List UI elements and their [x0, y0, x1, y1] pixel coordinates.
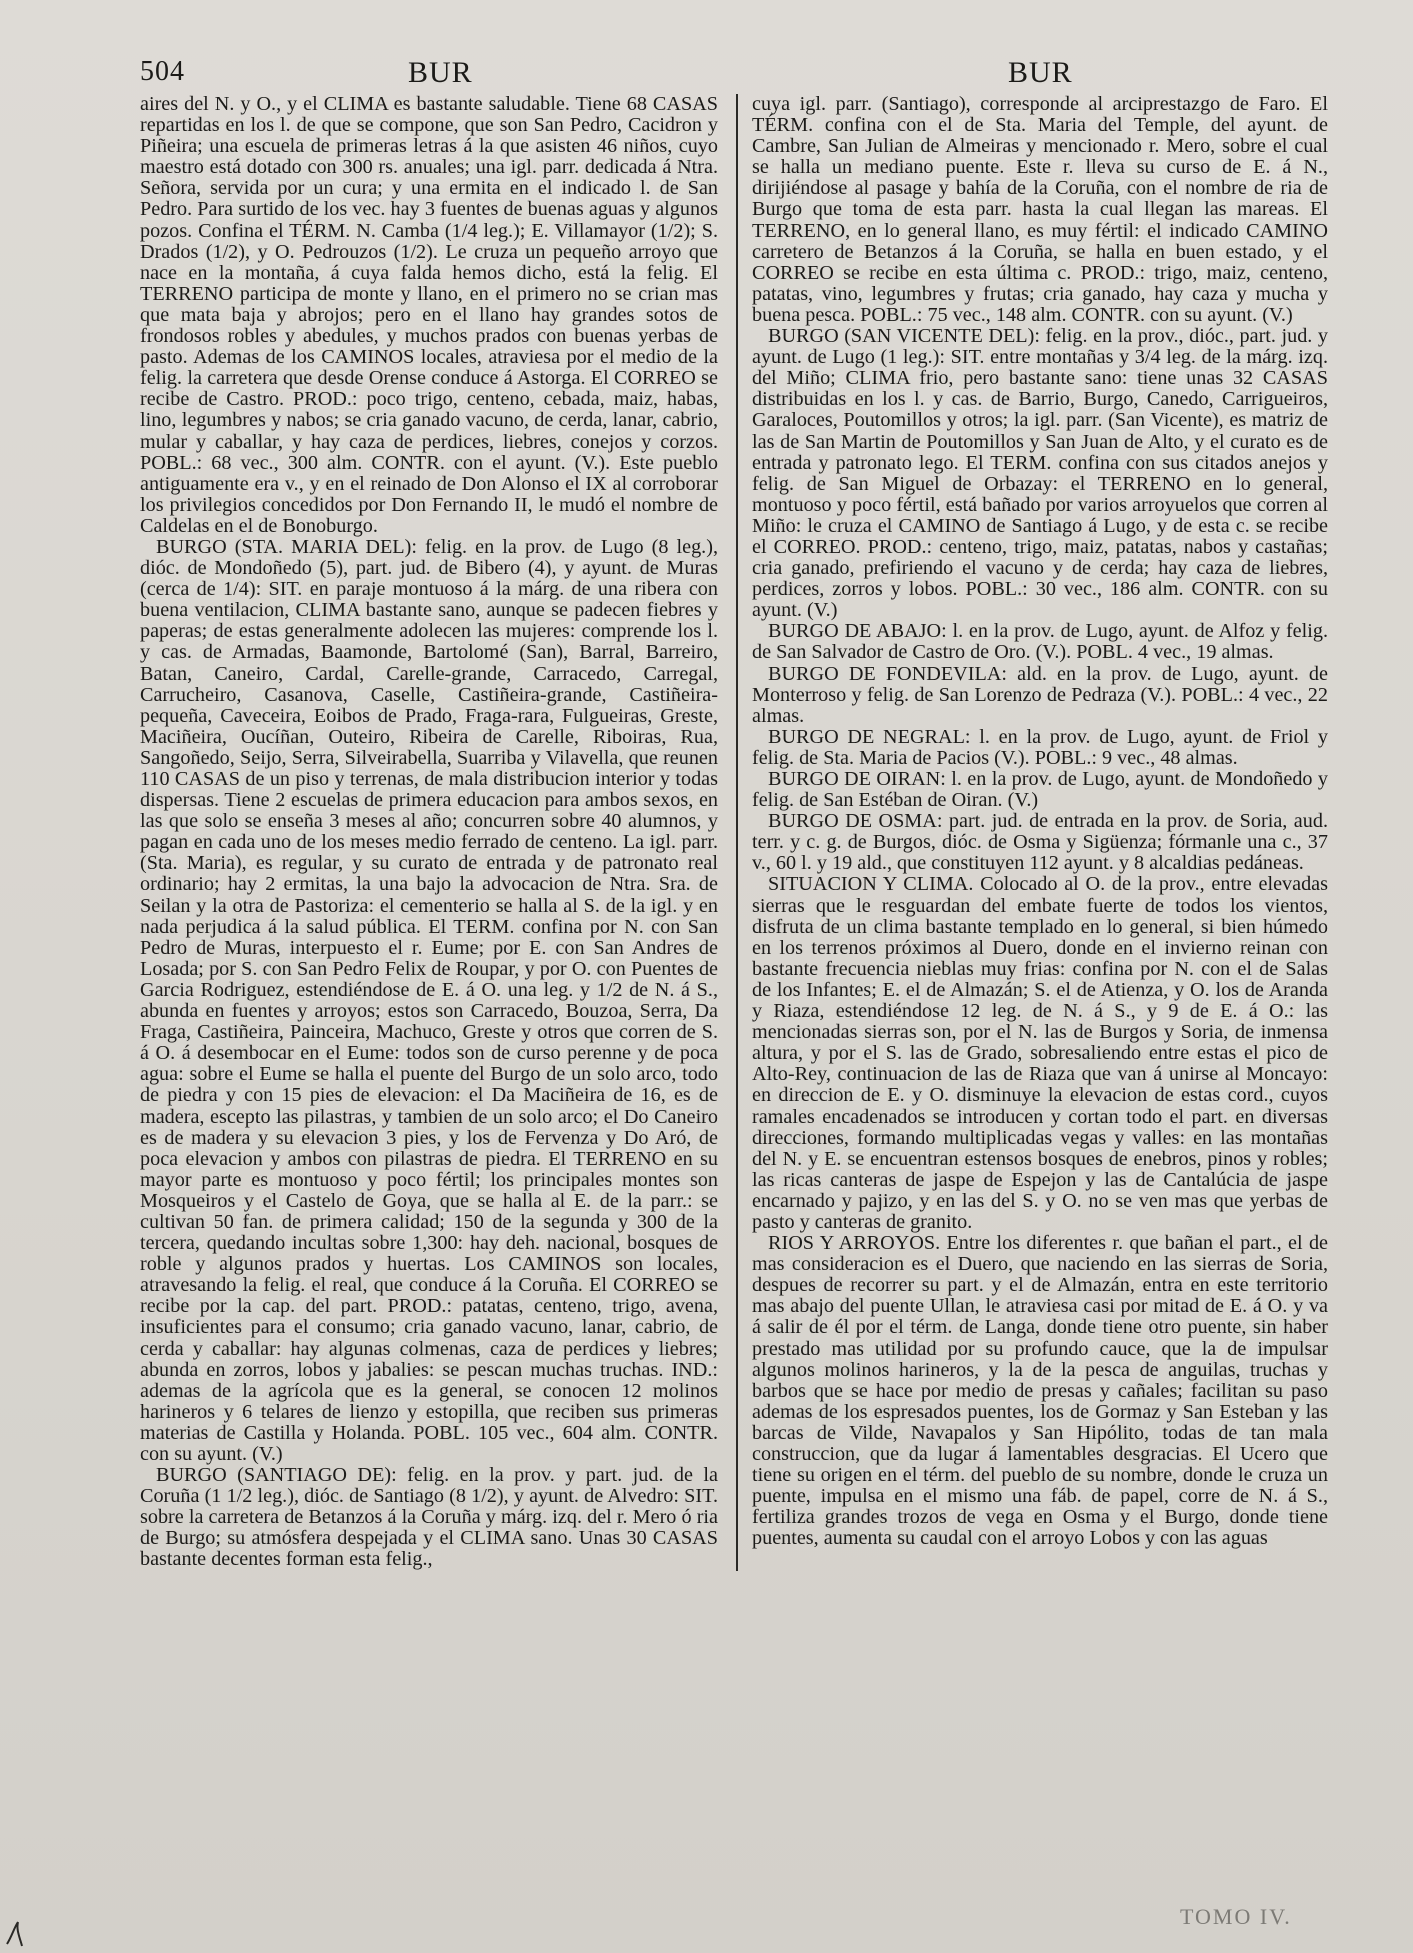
left-column: [140, 94, 732, 1571]
right-column: [736, 94, 1328, 1571]
entry-burgo-santiago-de: BURGO (SANTIAGO DE): felig. en la prov. y part. jud. de la Coruña (1 1/2 leg.), dióc. de Santiago (8 1/2), y ayunt. de Alvedro: SIT. sobre la carretera de Betanzos á la Coruña y márg. izq. del r. Mero ó ria de Burgo; su atmósfera despejada y el CLIMA sano. Unas 30 CASAS bastante decentes forman esta felig.,: [140, 1464, 718, 1571]
entry-burgo-san-vicente-del: BURGO (SAN VICENTE DEL): felig. en la prov., dióc., part. jud. y ayunt. de Lugo (1 leg.): SIT. entre montañas y 3/4 leg. de la márg. izq. del Miño; CLIMA frio, pero bastante sano: tiene unas 32 CASAS distribuidas en los l. y cas. de Barrio, Burgo, Canedo, Carrigueiros, Garaloces, Poutomillos y otros; la igl. parr. (San Vicente), es matriz de las de San Martin de Poutomillos y San Juan de Alto, y el curato es de entrada y patronato lego. El TERM. confina con sus citados anejos y felig. de San Miguel de Orbazay: el TERRENO en lo general, montuoso y poco fértil, está bañado por varios arroyuelos que corren al Miño: le cruza el CAMINO de Santiago á Lugo, y de esta c. se recibe el CORREO. PROD.: centeno, trigo, maiz, patatas, nabos y castañas; cria ganado, prefiriendo el vacuno y de cerda; hay caza de liebres, perdices, zorros y lobos. POBL.: 30 vec., 186 alm. CONTR. con su ayunt. (V.): [752, 325, 1328, 622]
entry-burgo-sta-maria-del: BURGO (STA. MARIA DEL): felig. en la prov. de Lugo (8 leg.), dióc. de Mondoñedo (5), part. jud. de Bibero (4), y ayunt. de Muras (cerca de 1/4): SIT. en paraje montuoso á la márg. de una ribera con buena ventilacion, CLIMA bastante sano, aunque se padecen fiebres y paperas; de estas generalmente adolecen las mujeres: comprende los l. y cas. de Armadas, Baamonde, Bartolomé (San), Barral, Barreiro, Batan, Caneiro, Cardal, Carelle-grande, Carracedo, Carregal, Carrucheiro, Casanova, Caselle, Castiñeira-grande, Castiñeira-pequeña, Caveceira, Eoibos de Prado, Fraga-rara, Fulgueiras, Greste, Maciñeira, Oucíñan, Outeiro, Ribeira de Carelle, Riboiras, Rua, Sangoñedo, Seijo, Serra, Silveirabella, Suarriba y Vilavella, que reunen 110 CASAS de un piso y terrenas, de mala distribucion interior y todas dispersas. Tiene 2 escuelas de primera educacion para ambos sexos, en las que solo se enseña 3 meses al año; concurren sobre 40 alumnos, y pagan en cada uno de los meses medio ferrado de centeno. La igl. parr. (Sta. Maria), es regular, y su curato de entrada y de patronato real ordinario; hay 2 ermitas, la una bajo la advocacion de Ntra. Sra. de Seilan y la otra de Pastoriza: el cementerio se halla al S. de la igl. y en nada perjudica á la salud pública. El TERM. confina por N. con San Pedro de Muras, interpuesto el r. Eume; por E. con San Andres de Losada; por S. con San Pedro Felix de Roupar, y por O. con Puentes de Garcia Rodriguez, estendiéndose de E. á O. una leg. y 1/2 de N. á S., abunda en fuentes y arroyos; estos son Carracedo, Bouzoa, Serra, Da Fraga, Castiñeira, Painceira, Machuco, Greste y otros que corren de S. á O. á desembocar en el Eume: todos son de curso perenne y de poca agua: sobre el Eume se halla el puente del Burgo de un solo arco, todo de piedra y con 15 pies de elevacion: el Da Maciñeira de 16, es de madera, escepto las pilastras, y tambien de un solo arco; el Do Caneiro es de madera y su elevacion 3 pies, y los de Fervenza y Do Aró, de poca elevacion y ambos con pilastras de piedra. El TERRENO en su mayor parte es montuoso y poco fértil; los principales montes son Mosqueiros y el Castelo de Goya, que se halla al E. de la parr.: se cultivan 50 fan. de primera calidad; 150 de la segunda y 300 de la tercera, quedando incultas sobre 1,300: hay deh. nacional, bosques de roble y algunos prados y huertas. Los CAMINOS son locales, atravesando la felig. el real, que conduce á la Coruña. El CORREO se recibe por la cap. del part. PROD.: patatas, centeno, trigo, avena, insuficientes para el consumo; cria ganado vacuno, lanar, cabrio, de cerda y caballar: hay algunas colmenas, caza de perdices y liebres; abunda en zorros, lobos y jabalies: se pescan muchas truchas. IND.: ademas de la agrícola que es la general, se conocen 12 molinos harineros y 6 telares de lienzo y estopilla, que reciben sus primeras materias de Castilla y Holanda. POBL. 105 vec., 604 alm. CONTR. con su ayunt. (V.): [140, 535, 718, 1465]
volume-mark: TOMO IV.: [1180, 1904, 1292, 1929]
page-number: 504: [140, 56, 185, 87]
entry-burgo-de-negral: BURGO DE NEGRAL: l. en la prov. de Lugo, ayunt. de Friol y felig. de Sta. Maria de Pacios (V.). POBL.: 9 vec., 48 almas.: [752, 725, 1328, 769]
ink-mark-icon: [4, 1918, 26, 1948]
entry-burgo-de-osma: BURGO DE OSMA: part. jud. de entrada en la prov. de Soria, aud. terr. y c. g. de Burgos, dióc. de Osma y Sigüenza; fórmanle una c., 37 v., 60 l. y 19 ald., que constituyen 112 ayunt. y 8 alcaldias pedáneas.: [752, 810, 1328, 875]
entry-burgo-de-fondevila: BURGO DE FONDEVILA: ald. en la prov. de Lugo, ayunt. de Monterroso y felig. de San Lorenzo de Pedraza (V.). POBL.: 4 vec., 22 almas.: [752, 662, 1328, 727]
section-rios-y-arroyos: RIOS Y ARROYOS. Entre los diferentes r. que bañan el part., el de mas consideracion es el Duero, que naciendo en las sierras de Soria, despues de recorrer su part. y el de Almazán, entra en este territorio mas abajo del puente Ullan, le atraviesa casi por mitad de E. á O. y va á salir de él por el térm. de Langa, donde tiene otro puente, sin haber prestado mas utilidad por su profundo cauce, que la de impulsar algunos molinos harineros, y la de la pesca de anguilas, truchas y barbos que se hace por medio de presas y cañales; facilitan su paso ademas de los espresados puentes, los de Gormaz y San Esteban y las barcas de Vilde, Navapalos y San Hipólito, todas de tan mala construccion, que da lugar á lamentables desgracias. El Ucero que tiene su origen en el térm. del pueblo de su nombre, donde le cruza un puente, impulsa en el mismo una fáb. de papel, corre de N. á S., fertiliza grandes trozos de vega en Osma y el Burgo, donde tiene puentes, aumenta su caudal con el arroyo Lobos y con las aguas: [752, 1232, 1328, 1550]
right-running-head: BUR: [1008, 56, 1073, 89]
page-header: [140, 50, 1347, 94]
left-paragraph-1: aires del N. y O., y el CLIMA es bastante saludable. Tiene 68 CASAS repartidas en los l. de que se compone, que son San Pedro, Cacidron y Piñeira; una escuela de primeras letras á la que asisten 46 niños, cuyo maestro está dotado con 300 rs. anuales; una igl. parr. dedicada á Ntra. Señora, servida por un cura; y una ermita en el indicado l. de San Pedro. Para surtido de los vec. hay 3 fuentes de buenas aguas y algunos pozos. Confina el TÉRM. N. Camba (1/4 leg.); E. Villamayor (1/2); S. Drados (1/2), y O. Pedrouzos (1/2). Le cruza un pequeño arroyo que nace en la montaña, á cuya falda hemos dicho, está la felig. El TERRENO participa de monte y llano, en el primero no se crian mas que mata baja y abrojos; pero en el llano hay grandes sotos de frondosos robles y abedules, y muchos prados con buenas yerbas de pasto. Ademas de los CAMINOS locales, atraviesa por el medio de la felig. la carretera que desde Orense conduce á Astorga. El CORREO se recibe de Castro. PROD.: poco trigo, centeno, cebada, maiz, habas, lino, legumbres y nabos; se cria ganado vacuno, de cerda, lanar, cabrio, mular y caballar, y hay caza de perdices, liebres, conejos y corzos. POBL.: 68 vec., 300 alm. CONTR. con el ayunt. (V.). Este pueblo antiguamente era v., y en el reinado de Don Alonso el IX al corroborar los privilegios concedidos por Don Fernando II, le mudó el nombre de Caldelas en el de Bonoburgo.: [140, 93, 718, 537]
section-situacion-y-clima: SITUACION Y CLIMA. Colocado al O. de la prov., entre elevadas sierras que le resguardan del embate fuerte de todos los vientos, disfruta de un clima bastante templado en lo general, si bien húmedo en los terrenos próximos al Duero, donde en el invierno reinan con bastante frecuencia nieblas muy frias: confina por N. con el de Salas de los Infantes; E. el de Almazán; S. el de Atienza, y O. los de Aranda y Riaza, estendiéndose 12 leg. de N. á S., y 9 de E. á O.: las mencionadas sierras son, por el N. las de Burgos y Soria, de inmensa altura, y por el S. las de Grado, sobresaliendo entre estas el pico de Alto-Rey, continuacion de las de Riaza que van á unirse al Moncayo: en direccion de E. y O. disminuye la elevacion de estas cord., cuyos ramales encadenados se introducen y cortan todo el part. en diversas direcciones, formando multiplicadas vegas y valles: en las montañas del N. y E. se encuentran estensos bosques de enebros, pinos y robles; las ricas canteras de jaspe de Espejon y las de Cantalúcia de jaspe encarnado y pajizo, y en las del S. y O. no se ven mas que yerbas de pasto y canteras de granito.: [752, 873, 1328, 1233]
left-running-head: BUR: [408, 56, 473, 89]
entry-burgo-de-abajo: BURGO DE ABAJO: l. en la prov. de Lugo, ayunt. de Alfoz y felig. de San Salvador de Castro de Oro. (V.). POBL. 4 vec., 19 almas.: [752, 620, 1328, 664]
entry-burgo-de-oiran: BURGO DE OIRAN: l. en la prov. de Lugo, ayunt. de Mondoñedo y felig. de San Estéban de Oiran. (V.): [752, 768, 1328, 812]
text-columns: [140, 94, 1347, 1571]
right-paragraph-1: cuya igl. parr. (Santiago), corresponde al arciprestazgo de Faro. El TÉRM. confina con el de Sta. Maria del Temple, del ayunt. de Cambre, San Julian de Almeiras y mencionado r. Mero, sobre el cual se halla un mediano puente. Este r. lleva su curso de E. á N., dirijiéndose al pasage y bahía de la Coruña, con el nombre de ria de Burgo que toma de esta parr. hasta la cual llegan las mareas. El TERRENO, en lo general llano, es muy fértil: el indicado CAMINO carretero de Betanzos á la Coruña, se halla en buen estado, y el CORREO se recibe en esta última c. PROD.: trigo, maiz, centeno, patatas, vino, legumbres y frutas; cria ganado, hay caza y mucha y buena pesca. POBL.: 75 vec., 148 alm. CONTR. con su ayunt. (V.): [752, 93, 1328, 326]
